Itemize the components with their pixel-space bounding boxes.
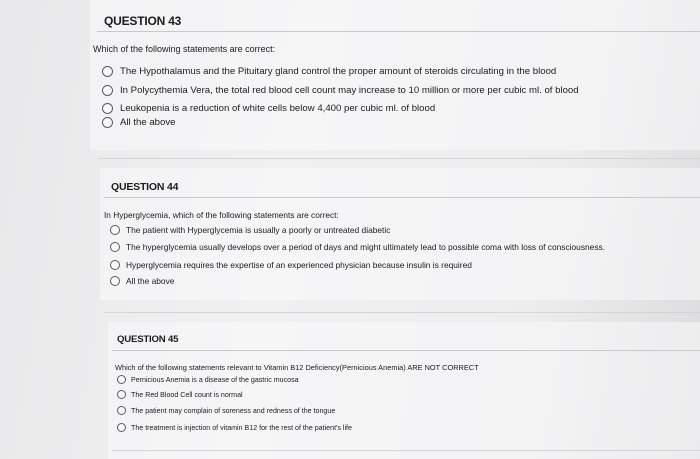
answer-option[interactable] (117, 375, 299, 384)
answer-option[interactable] (110, 260, 472, 270)
radio-button[interactable] (102, 103, 113, 114)
answer-option[interactable] (102, 117, 175, 128)
question-title: QUESTION 43 (104, 14, 182, 28)
title-divider (104, 197, 700, 198)
answer-option[interactable] (102, 103, 435, 114)
answer-option[interactable] (110, 242, 605, 252)
title-divider (112, 350, 700, 351)
option-label: The Hypothalamus and the Pituitary gland control the proper amount of steroids circulating in the blood (120, 66, 557, 77)
option-label: Leukopenia is a reduction of white cells below 4,400 per cubic ml. of blood (120, 103, 436, 114)
radio-button[interactable] (102, 66, 113, 77)
option-label: Pernicious Anemia is a disease of the gastric mucosa (131, 375, 299, 384)
answer-option[interactable] (117, 406, 335, 415)
answer-option[interactable] (117, 390, 243, 399)
option-label: All the above (126, 276, 175, 286)
radio-button[interactable] (117, 406, 126, 415)
question-separator (112, 450, 700, 451)
question-title: QUESTION 45 (117, 334, 179, 345)
option-label: The treatment is injection of vitamin B12 for the rest of the patient's life (131, 423, 352, 432)
answer-option[interactable] (110, 225, 390, 235)
option-label: The patient may complain of soreness and redness of the tongue (131, 406, 336, 415)
option-label: In Polycythemia Vera, the total red blood cell count may increase to 10 million or more per cubic ml. of blood (120, 85, 579, 96)
answer-option[interactable] (102, 85, 579, 96)
option-label: The Red Blood Cell count is normal (131, 390, 243, 399)
question-title: QUESTION 44 (111, 181, 179, 193)
radio-button[interactable] (110, 242, 120, 252)
option-label: The patient with Hyperglycemia is usually a poorly or untreated diabetic (126, 225, 391, 235)
question-prompt: Which of the following statements are correct: (93, 44, 276, 54)
question-prompt: In Hyperglycemia, which of the following statements are correct: (104, 210, 339, 220)
answer-option[interactable] (102, 66, 556, 77)
question-separator (104, 312, 700, 313)
answer-option[interactable] (117, 423, 352, 432)
answer-option[interactable] (110, 276, 174, 286)
radio-button[interactable] (117, 390, 126, 399)
radio-button[interactable] (117, 423, 126, 432)
radio-button[interactable] (102, 117, 113, 128)
radio-button[interactable] (117, 375, 126, 384)
radio-button[interactable] (110, 276, 120, 286)
title-divider (97, 31, 700, 32)
question-prompt: Which of the following statements relevant to Vitamin B12 Deficiency(Pernicious Anemia) ARE NOT CORRECT (115, 363, 479, 372)
radio-button[interactable] (110, 225, 120, 235)
option-label: Hyperglycemia requires the expertise of an experienced physician because insulin is required (126, 260, 472, 270)
option-label: The hyperglycemia usually develops over a period of days and might ultimately lead to possible coma with loss of consciousness. (126, 242, 606, 252)
radio-button[interactable] (110, 260, 120, 270)
radio-button[interactable] (102, 85, 113, 96)
question-separator (98, 158, 700, 159)
option-label: All the above (120, 117, 176, 128)
